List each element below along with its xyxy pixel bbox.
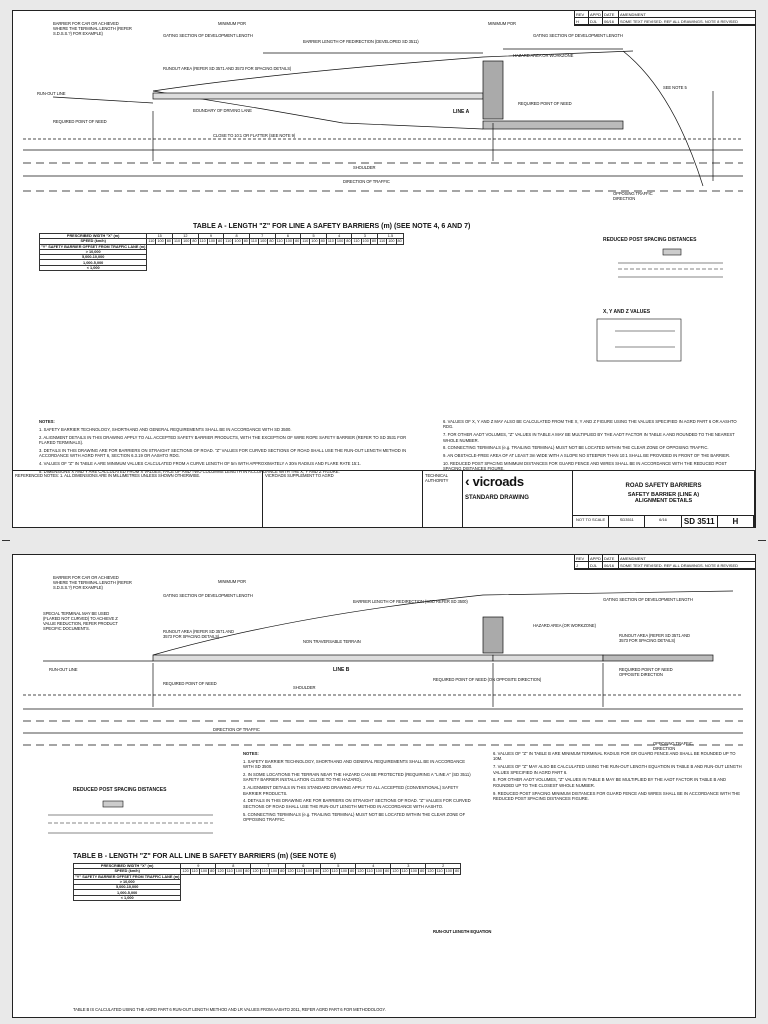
date-header-2: DATE bbox=[603, 555, 619, 562]
speed-header: 120 bbox=[392, 869, 399, 874]
speed-header: 80 bbox=[243, 239, 248, 244]
label-minimum-por-b: MINIMUM POR bbox=[218, 579, 246, 584]
label-opposing-traffic: OPPOSING TRAFFIC DIRECTION bbox=[613, 191, 653, 201]
drawing-title bbox=[573, 471, 754, 515]
volume-row-label: < 1,000 bbox=[40, 265, 147, 270]
speed-header: 100 bbox=[235, 869, 243, 874]
label-shoulder: SHOULDER bbox=[353, 165, 376, 170]
standard-drawing-label: STANDARD DRAWING bbox=[465, 495, 529, 501]
speed-header: 100 bbox=[311, 239, 318, 244]
width-header: 7 bbox=[249, 234, 275, 239]
spacing-title: REDUCED POST SPACING DISTANCES bbox=[603, 237, 697, 243]
drawing-sheet-sd3512 bbox=[12, 554, 756, 1018]
note-3: 3. DETAILS IN THIS DRAWING ARE FOR BARRIERS ON STRAIGHT SECTIONS OF ROAD. "Z" VALUES FOR CURVED SECTIONS OF ROAD SHALL USE THE RUN-OUT LENGTH METHOD IN ACCORDANCE WITH AGRD PART 6, SECTION 6.3.19 OR AASHTO RDG. bbox=[39, 447, 407, 459]
notes-right bbox=[443, 419, 743, 474]
width-header: 2 bbox=[426, 864, 461, 869]
speed-header: 110 bbox=[225, 239, 232, 244]
crop-mark-left bbox=[2, 540, 10, 541]
note-2: 2. ALIGNMENT DETAILS IN THIS DRAWING APPLY TO ALL ACCEPTED SAFETY BARRIER PRODUCTS, WITH THE EXCEPTION OF WIRE ROPE SAFETY BARRIER (REFER TO SD 3531 FOR FLARED TERMINALS). bbox=[39, 434, 407, 445]
label-opposing-traffic-b: OPPOSING TRAFFIC DIRECTION bbox=[653, 741, 693, 751]
amendment-cell-2: SOME TEXT REVISED. REF ALL DRAWINGS. NOTE 8 REVISED bbox=[619, 562, 755, 569]
speed-header: 80 bbox=[397, 239, 402, 244]
note-4: 4. VALUES OF "Z" IN TABLE A ARE MINIMUM VALUES CALCULATED FROM A CURVE LENGTH OF 5m WITH APPROXIMATELY A 30m RADIUS AND FLARE RATE 15:1. bbox=[39, 461, 361, 466]
speed-header: 100 bbox=[270, 869, 278, 874]
note-b2: 2. IN SOME LOCATIONS THE TERRAIN NEAR THE HAZARD CAN BE PROTECTED (REQUIRING A "LINE A" (SD 3511) SAFETY BARRIER INSTALLATION CLOSE TO THE HAZARD). bbox=[243, 772, 471, 783]
speed-header: 110 bbox=[199, 239, 206, 244]
width-header: 9 bbox=[181, 864, 216, 869]
title-block-supplement: VICROADS SUPPLEMENT TO AGRD bbox=[263, 471, 423, 527]
label-point-of-need-2: REQUIRED POINT OF NEED bbox=[518, 101, 572, 106]
speed-header: 110 bbox=[174, 239, 181, 244]
width-header: 15 bbox=[147, 234, 173, 239]
row-label-offset: "Y" SAFETY BARRIER OFFSET FROM TRAFFIC LANE (m) bbox=[41, 244, 146, 249]
width-header: 6 bbox=[275, 234, 301, 239]
row-label-offset-b: "Y" SAFETY BARRIER OFFSET FROM TRAFFIC LANE (m) bbox=[75, 874, 180, 879]
notes-right-b bbox=[493, 751, 743, 804]
speed-header: 110 bbox=[250, 239, 257, 244]
scale-cell: NOT TO SCALE bbox=[573, 516, 609, 527]
note-b6: 6. VALUES OF "Z" IN TABLE B ARE MINIMUM TERMINAL RADIUS FOR GR GUARD FENCE AND SHALL BE ROUNDED UP TO 10M. bbox=[493, 751, 736, 762]
speed-header: 120 bbox=[182, 869, 189, 874]
volume-row-label: > 10,000 bbox=[74, 879, 181, 884]
width-header: 3 bbox=[391, 864, 426, 869]
note-1: 1. SAFETY BARRIER TECHNOLOGY, SHORTHAND AND GENERAL REQUIREMENTS SHALL BE IN ACCORDANCE WITH SD 3500. bbox=[39, 426, 292, 432]
note-6: 6. VALUES OF X, Y AND Z MAY ALSO BE CALCULATED FROM THE X, Y AND Z FIGURE USING THE VALUES SPECIFIED IN AGRD PART 6 OR AASHTO RDG. bbox=[443, 419, 737, 430]
file-cell: SD3511 bbox=[609, 516, 645, 527]
table-b-title: TABLE B - LENGTH "Z" FOR ALL LINE B SAFETY BARRIERS (m) (SEE NOTE 6) bbox=[73, 853, 337, 860]
speed-header: 100 bbox=[208, 239, 216, 244]
table-b bbox=[73, 863, 461, 901]
width-header: 4 bbox=[356, 864, 391, 869]
speed-header: 80 bbox=[455, 869, 460, 874]
label-point-of-need-b3: REQUIRED POINT OF NEED OPPOSITE DIRECTION bbox=[619, 667, 673, 677]
width-header: 4 bbox=[326, 234, 352, 239]
speed-header: 100 bbox=[200, 869, 208, 874]
label-boundary-driving-lane: BOUNDARY OF DRIVING LANE bbox=[193, 108, 252, 113]
label-gating-section-2: GATING SECTION OF DEVELOPMENT LENGTH bbox=[533, 33, 623, 38]
date-cell-2: 06/16 bbox=[603, 562, 619, 569]
label-barrier-length: BARRIER LENGTH OF REDIRECTION (DEVELOPED SD 3511) bbox=[303, 39, 419, 44]
volume-row-label: 1,000-5,000 bbox=[74, 890, 181, 895]
note-b9: 9. REDUCED POST SPACING MINIMUM DISTANCES FOR GUARD FENCE AND WIRES SHALL BE IN ACCORDANCE WITH THE REDUCED POST SPACING DISTANCES FIGURE. bbox=[493, 790, 741, 802]
note-b4: 4. DETAILS IN THIS DRAWING ARE FOR BARRIERS ON STRAIGHT SECTIONS OF ROAD. "Z" VALUES FOR CURVED SECTIONS OF ROAD SHALL USE THE RUN-OUT LENGTH METHOD IN ACCORDANCE WITH AASHTO. bbox=[243, 798, 471, 809]
note-b7: 7. VALUES OF "Z" MAY ALSO BE CALCULATED USING THE RUN-OUT LENGTH EQUATION IN TABLE B AND RUN-OUT LENGTH VALUES SPECIFIED IN AGRD PART 6. bbox=[493, 764, 742, 775]
label-special-terminal: SPECIAL TERMINAL MAY BE USED (FLARED NOT CURVED) TO ACHIEVE Z VALUE REDUCTION, REFER PRODUCT SPECIFIC DOCUMENTS. bbox=[43, 611, 118, 631]
amendment-cell: SOME TEXT REVISED. REF ALL DRAWINGS. NOTE 8 REVISED bbox=[619, 18, 755, 25]
speed-header: 100 bbox=[285, 239, 292, 244]
volume-row-label: 5,000-10,000 bbox=[74, 885, 181, 890]
speed-header: 110 bbox=[353, 239, 360, 244]
crop-mark-right bbox=[758, 540, 766, 541]
note-b3: 3. ALIGNMENT DETAILS IN THIS STANDARD DRAWING APPLY TO ALL ACCEPTED (CONVENTIONAL) SAFETY BARRIER PRODUCTS. bbox=[243, 785, 459, 796]
label-point-of-need: REQUIRED POINT OF NEED bbox=[53, 119, 107, 124]
speed-header: 80 bbox=[280, 869, 285, 874]
speed-header: 100 bbox=[388, 239, 395, 244]
speed-header: 80 bbox=[315, 869, 320, 874]
row-label-width: PRESCRIBED WIDTH "X" (m) bbox=[40, 234, 147, 239]
label-non-traversable: NON TRAVERSABLE TERRAIN bbox=[303, 639, 361, 644]
speed-header: 100 bbox=[183, 239, 190, 244]
speed-header: 110 bbox=[226, 869, 233, 874]
title-block-logo bbox=[463, 471, 573, 527]
row-label-speed-b: SPEED (km/h) bbox=[74, 869, 181, 874]
date-cell-tb: 6/16 bbox=[645, 516, 681, 527]
speed-header: 80 bbox=[350, 869, 355, 874]
speed-header: 100 bbox=[340, 869, 348, 874]
title-block-right bbox=[573, 471, 755, 527]
speed-header: 110 bbox=[302, 239, 309, 244]
speed-header: 110 bbox=[331, 869, 338, 874]
label-slope-note: CLOSE TO 10:1 OR FLATTER (SEE NOTE 9) bbox=[213, 133, 296, 138]
label-direction-traffic-b: DIRECTION OF TRAFFIC bbox=[213, 727, 260, 732]
drawing-info-row bbox=[573, 515, 754, 527]
speed-header: 80 bbox=[269, 239, 274, 244]
label-gating-section-b2: GATING SECTION OF DEVELOPMENT LENGTH bbox=[603, 597, 693, 602]
label-line-b: LINE B bbox=[333, 667, 350, 673]
note-9: 9. AN OBSTACLE-FREE AREA OF AT LEAST 3m WIDE WITH A SLOPE NO STEEPER THAN 10:1 SHALL BE PROVIDED IN FRONT OF THE BARRIER. bbox=[443, 453, 731, 459]
note-10: 10. REDUCED POST SPACING MINIMUM DISTANCES FOR GUARD FENCE AND WIRES SHALL BE IN ACCORDANCE WITH THE REDUCED POST SPACING DISTANCES FIGURE. bbox=[443, 461, 727, 472]
label-minimum-por: MINIMUM POR bbox=[218, 21, 246, 26]
title-block-authority: TECHNICAL AUTHORITY bbox=[423, 471, 463, 527]
drawing-title-3: ALIGNMENT DETAILS bbox=[634, 497, 693, 504]
label-minimum-por-2: MINIMUM POR bbox=[488, 21, 516, 26]
vicroads-logo bbox=[465, 473, 570, 489]
speed-header: 100 bbox=[375, 869, 383, 874]
rev-header: REV bbox=[575, 11, 589, 18]
speed-header: 80 bbox=[218, 239, 223, 244]
rev-letter: H bbox=[718, 516, 754, 527]
label-barrier-note: BARRIER FOR CAR OR ACHIEVED WHERE THE TERMINAL LENGTH (REFER S.D.S.S.?) FOR EXAMPLE) bbox=[53, 21, 132, 36]
spacing-figure-b bbox=[43, 799, 223, 843]
label-direction-of-traffic: DIRECTION OF TRAFFIC bbox=[343, 179, 390, 184]
title-block bbox=[13, 470, 755, 527]
vicroads-mark-icon: ‹ bbox=[465, 473, 470, 489]
label-line-a: LINE A bbox=[453, 109, 470, 115]
notes-left-b bbox=[243, 751, 473, 825]
speed-header: 80 bbox=[420, 869, 425, 874]
speed-header: 100 bbox=[157, 239, 164, 244]
speed-header: 100 bbox=[259, 239, 267, 244]
date-header: DATE bbox=[603, 11, 619, 18]
speed-header: 110 bbox=[436, 869, 443, 874]
label-barrier-note-2: BARRIER FOR CAR OR ACHIEVED WHERE THE TERMINAL LENGTH (REFER S.D.S.S.?) FOR EXAMPLE) bbox=[53, 575, 132, 590]
appd-cell-2: DJL bbox=[589, 562, 603, 569]
rev-cell-2: J bbox=[575, 562, 589, 569]
label-barrier-length-b: BARRIER LENGTH OF REDIRECTION (SOD REFER SD 3500) bbox=[353, 599, 468, 604]
speed-header: 80 bbox=[210, 869, 215, 874]
note-b5: 5. CONNECTING TERMINALS (e.g. TRAILING TERMINAL) MUST NOT BE LOCATED WITHIN THE CLEAR ZONE OF OPPOSING TRAFFIC. bbox=[243, 811, 466, 823]
speed-header: 120 bbox=[287, 869, 294, 874]
label-hazard-area-b: HAZARD AREA (OR WORKZONE) bbox=[533, 623, 596, 628]
vicroads-wordmark: vicroads bbox=[472, 473, 524, 489]
width-header: 7 bbox=[251, 864, 286, 869]
speed-header: 110 bbox=[148, 239, 155, 244]
speed-header: 100 bbox=[362, 239, 369, 244]
amendment-header: AMENDMENT bbox=[619, 11, 755, 18]
label-runout-area-b2: RUNOUT AREA (REFER SD 3571 AND 3573 FOR SPACING DETAILS) bbox=[619, 633, 690, 643]
table-b-footnote: TABLE B IS CALCULATED USING THE AGRD PART 6 RUN-OUT LENGTH METHOD AND LR VALUES FROM AASHTO 2011, REFER AGRD PART 6 FOR METHODOLOGY. bbox=[73, 1007, 386, 1012]
speed-header: 80 bbox=[166, 239, 171, 244]
width-header: 1.5 bbox=[378, 234, 404, 239]
label-run-out-line-b: RUN-OUT LINE bbox=[49, 667, 78, 672]
label-point-of-need-b: REQUIRED POINT OF NEED bbox=[163, 681, 217, 686]
row-label-speed: SPEED (km/h) bbox=[40, 239, 147, 244]
label-runout-area: RUNOUT AREA (REFER SD 3571 AND 3573 FOR SPACING DETAILS) bbox=[163, 66, 292, 71]
xyz-figure bbox=[595, 317, 745, 365]
drawing-sheet-sd3511 bbox=[12, 10, 756, 528]
note-8: 8. CONNECTING TERMINALS (e.g. TRAILING TERMINAL) MUST NOT BE LOCATED WITHIN THE CLEAR ZONE OF OPPOSING TRAFFIC. bbox=[443, 445, 709, 451]
speed-header: 110 bbox=[366, 869, 373, 874]
width-header: 3 bbox=[352, 234, 378, 239]
label-gating-section: GATING SECTION OF DEVELOPMENT LENGTH bbox=[163, 33, 253, 38]
speed-header: 100 bbox=[305, 869, 313, 874]
speed-header: 80 bbox=[371, 239, 377, 244]
table-a bbox=[39, 233, 404, 271]
speed-header: 80 bbox=[192, 239, 197, 244]
width-header: 8 bbox=[224, 234, 250, 239]
label-see-note-5: SEE NOTE 5 bbox=[663, 85, 687, 90]
drawing-title-2: SAFETY BARRIER (LINE A) bbox=[627, 491, 700, 498]
note-7: 7. FOR OTHER AADT VOLUMES, "Z" VALUES IN TABLE A MAY BE MULTIPLIED BY THE AADT FACTOR IN TABLE A AND ROUNDED TO THE NEAREST WHOLE NUMBER. bbox=[443, 432, 735, 443]
table-a-title: TABLE A - LENGTH "Z" FOR LINE A SAFETY BARRIERS (m) (SEE NOTE 4, 6 AND 7) bbox=[193, 223, 471, 230]
note-5: 5. DIMENSIONS X AND Y ARE CALCULATED FROM X VALUES, FACE OF AND TWO COLUMNS LENGTH IN ACCORDANCE WITH THE X, Y AND Z FIGURE. bbox=[39, 468, 340, 474]
speed-header: 100 bbox=[445, 869, 452, 874]
rev-header-2: REV bbox=[575, 555, 589, 562]
notes-heading-b: NOTES: bbox=[243, 751, 259, 756]
speed-header: 80 bbox=[294, 239, 300, 244]
xyz-title: X, Y AND Z VALUES bbox=[603, 309, 651, 315]
volume-row-label: 5,000-10,000 bbox=[40, 255, 147, 260]
date-cell: 06/16 bbox=[603, 18, 619, 25]
speed-header: 110 bbox=[191, 869, 198, 874]
label-hazard-area: HAZARD AREA OR WORKZONE bbox=[513, 53, 574, 58]
speed-header: 80 bbox=[245, 869, 250, 874]
speed-header: 110 bbox=[379, 239, 386, 244]
speed-header: 120 bbox=[322, 869, 329, 874]
volume-row-label: < 1,000 bbox=[74, 895, 181, 900]
speed-header: 80 bbox=[320, 239, 325, 244]
speed-header: 80 bbox=[385, 869, 390, 874]
runout-equation-title: RUN-OUT LENGTH EQUATION bbox=[433, 929, 492, 934]
speed-header: 80 bbox=[346, 239, 351, 244]
speed-header: 110 bbox=[261, 869, 268, 874]
width-header: 8 bbox=[216, 864, 251, 869]
note-b8: 8. FOR OTHER AADT VOLUMES, "Z" VALUES IN TABLE B MAY BE MULTIPLIED BY THE AADT FACTOR IN TABLE B AND ROUNDED UP TO THE CLOSEST WHOLE NUMBER. bbox=[493, 777, 727, 788]
notes-heading: NOTES: bbox=[39, 419, 55, 424]
label-shoulder-b: SHOULDER bbox=[293, 685, 316, 690]
volume-row-label: 1,000-5,000 bbox=[40, 260, 147, 265]
notes-left bbox=[39, 419, 419, 477]
speed-header: 120 bbox=[427, 869, 434, 874]
speed-header: 120 bbox=[217, 869, 224, 874]
drawing-title-1: ROAD SAFETY BARRIERS bbox=[625, 482, 702, 489]
spacing-title-b: REDUCED POST SPACING DISTANCES bbox=[73, 787, 167, 793]
speed-header: 110 bbox=[276, 239, 283, 244]
label-runout-area-b: RUNOUT AREA (REFER SD 3571 AND 3573 FOR SPACING DETAILS) bbox=[163, 629, 234, 639]
width-header: 12 bbox=[173, 234, 199, 239]
label-point-of-need-b2: REQUIRED POINT OF NEED (ON OPPOSITE DIRECTION) bbox=[433, 677, 542, 682]
label-gating-section-b: GATING SECTION OF DEVELOPMENT LENGTH bbox=[163, 593, 253, 598]
width-header: 9 bbox=[198, 234, 224, 239]
speed-header: 100 bbox=[410, 869, 418, 874]
speed-header: 120 bbox=[357, 869, 364, 874]
width-header: 5 bbox=[301, 234, 327, 239]
width-header: 5 bbox=[321, 864, 356, 869]
speed-header: 120 bbox=[252, 869, 259, 874]
label-run-out-line: RUN-OUT LINE bbox=[37, 91, 66, 96]
sd-number: SD 3511 bbox=[682, 516, 718, 527]
appd-header: APPD bbox=[589, 11, 603, 18]
volume-row-label: > 10,000 bbox=[40, 249, 147, 254]
title-block-references: REFERENCED NOTES: 1. ALL DIMENSIONS ARE IN MILLIMETRES UNLESS SHOWN OTHERWISE. bbox=[13, 471, 263, 527]
speed-header: 110 bbox=[296, 869, 303, 874]
amendment-header-2: AMENDMENT bbox=[619, 555, 755, 562]
rev-cell: H bbox=[575, 18, 589, 25]
speed-header: 100 bbox=[336, 239, 344, 244]
appd-header-2: APPD bbox=[589, 555, 603, 562]
note-b1: 1. SAFETY BARRIER TECHNOLOGY, SHORTHAND AND GENERAL REQUIREMENTS SHALL BE IN ACCORDANCE WITH SD 3500. bbox=[243, 758, 466, 770]
row-label-width-b: PRESCRIBED WIDTH "X" (m) bbox=[74, 864, 181, 869]
spacing-figure bbox=[613, 247, 733, 287]
speed-header: 110 bbox=[401, 869, 408, 874]
width-header: 6 bbox=[286, 864, 321, 869]
appd-cell: DJL bbox=[589, 18, 603, 25]
speed-header: 100 bbox=[234, 239, 241, 244]
speed-header: 110 bbox=[327, 239, 334, 244]
